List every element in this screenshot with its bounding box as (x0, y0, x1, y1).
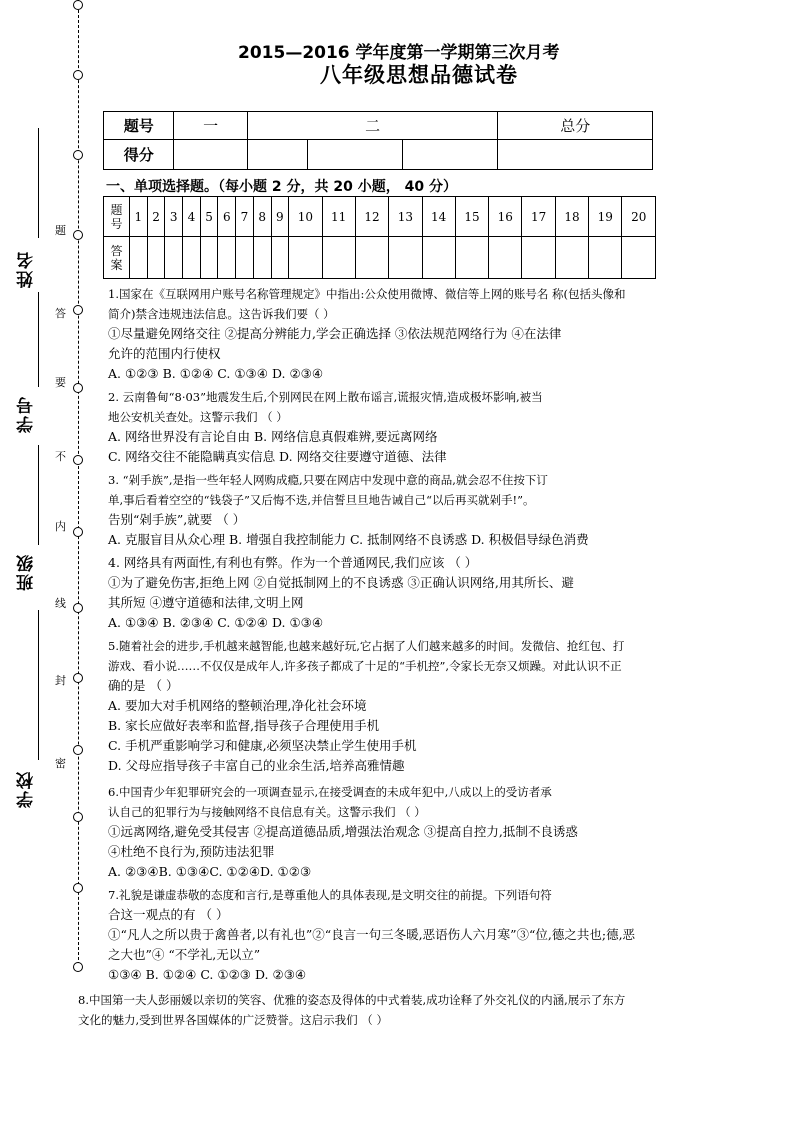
answer-cell[interactable] (200, 237, 218, 279)
score-cell[interactable] (403, 140, 498, 170)
question-line: 7.礼貌是谦虚恭敬的态度和言行,是尊重他人的具体表现,是文明交往的前提。下列语句符 (108, 888, 552, 902)
name-blank[interactable] (38, 128, 39, 238)
question-line: 1.国家在《互联网用户账号名称管理规定》中指出:公众使用微博、微信等上网的账号名 称(包括头像和 (108, 287, 626, 301)
binding-hole (73, 962, 83, 972)
question-line: ①尽量避免网络交往 ②提高分辨能力,学会正确选择 ③依法规范网络行为 ④在法律 (108, 326, 562, 341)
question-2 (108, 387, 748, 467)
answer-grid-number: 1 (130, 197, 148, 237)
question-option: D. 父母应指导孩子丰富自己的业余生活,培养高雅情趣 (108, 758, 405, 773)
question-line: 之大也”④ “不学礼,无以立” (108, 947, 261, 962)
answer-grid-number: 2 (147, 197, 165, 237)
question-line: 游戏、看小说……不仅仅是成年人,许多孩子都成了十足的“手机控”,令家长无奈又烦躁。对此认识不正 (108, 659, 622, 673)
question-options: A. 克服盲目从众心理 B. 增强自我控制能力 C. 抵制网络不良诱惑 D. 积极倡导绿色消费 (108, 532, 589, 547)
answer-cell[interactable] (165, 237, 183, 279)
binding-hole (73, 527, 83, 537)
question-options: A. ①③④ B. ②③④ C. ①②④ D. ①③④ (108, 615, 324, 630)
question-7 (108, 885, 748, 985)
student-number-blank[interactable] (38, 292, 39, 387)
answer-grid (103, 196, 656, 279)
answer-cell[interactable] (355, 237, 388, 279)
binding-hole (73, 455, 83, 465)
answer-grid-number: 6 (218, 197, 236, 237)
answer-grid-number: 18 (555, 197, 588, 237)
binding-hole (73, 0, 83, 10)
question-line: 6.中国青少年犯罪研究会的一项调查显示,在接受调查的未成年犯中,八成以上的受访者承 (108, 785, 552, 799)
question-line: 告别“剁手族”,就要 （ ） (108, 512, 246, 527)
binding-hole (73, 603, 83, 613)
score-table-header-cell: 题号 (104, 112, 174, 140)
answer-cell[interactable] (555, 237, 588, 279)
question-options: C. 网络交往不能隐瞒真实信息 D. 网络交往要遵守道德、法律 (108, 449, 447, 464)
answer-cell[interactable] (522, 237, 555, 279)
answer-cell[interactable] (322, 237, 355, 279)
answer-grid-number: 7 (236, 197, 254, 237)
answer-grid-row-label-char: 案 (110, 257, 123, 272)
student-number-label: 学号 (17, 395, 37, 433)
answer-cell[interactable] (147, 237, 165, 279)
answer-grid-number: 4 (183, 197, 201, 237)
answer-cell[interactable] (455, 237, 488, 279)
question-line: ①远离网络,避免受其侵害 ②提高道德品质,增强法治观念 ③提高自控力,抵制不良诱惑 (108, 824, 578, 839)
section-1-heading: 一、单项选择题。（每小题 2 分，共 20 小题， 40 分） (106, 179, 457, 195)
score-row-label: 得分 (104, 140, 174, 170)
answer-grid-row-label-char: 题 (110, 202, 123, 217)
school-label: 学校 (17, 770, 37, 808)
binding-hole (73, 745, 83, 755)
question-line: 文化的魅力,受到世界各国媒体的广泛赞誉。这启示我们 （ ） (78, 1013, 388, 1027)
question-line: 2. 云南鲁甸“8·03”地震发生后,个别网民在网上散布谣言,谎报灾情,造成极坏影响,被当 (108, 390, 543, 404)
seal-char: 密 (55, 757, 66, 770)
question-line: 确的是 （ ） (108, 678, 179, 693)
seal-char: 内 (55, 520, 66, 533)
answer-grid-number: 17 (522, 197, 555, 237)
answer-grid-number: 14 (422, 197, 455, 237)
seal-char: 答 (55, 307, 66, 320)
answer-grid-row-label (104, 237, 130, 279)
score-cell[interactable] (247, 140, 307, 170)
binding-hole (73, 305, 83, 315)
answer-cell[interactable] (622, 237, 656, 279)
answer-grid-number: 3 (165, 197, 183, 237)
answer-grid-number: 5 (200, 197, 218, 237)
answer-grid-row-label (104, 197, 130, 237)
answer-grid-number: 12 (355, 197, 388, 237)
binding-hole (73, 883, 83, 893)
answer-grid-number: 15 (455, 197, 488, 237)
seal-char: 封 (55, 674, 66, 687)
question-8 (78, 990, 718, 1030)
binding-hole (73, 673, 83, 683)
question-option: A. 要加大对手机网络的整顿治理,净化社会环境 (108, 698, 367, 713)
question-line: 合这一观点的有 （ ） (108, 907, 229, 922)
answer-grid-number: 20 (622, 197, 656, 237)
question-line: 单,事后看着空空的“钱袋子”又后悔不迭,并信誓旦旦地告诫自己“以后再买就剁手!”。 (108, 493, 535, 507)
question-line: ①“凡人之所以贵于禽兽者,以有礼也”②“良言一句三冬暖,恶语伤人六月寒”③“位,德之共也;德,恶 (108, 927, 636, 942)
name-label: 姓名 (17, 250, 37, 288)
answer-cell[interactable] (389, 237, 422, 279)
question-5 (108, 636, 748, 776)
answer-cell[interactable] (271, 237, 289, 279)
question-option: C. 手机严重影响学习和健康,必须坚决禁止学生使用手机 (108, 738, 417, 753)
answer-cell[interactable] (589, 237, 622, 279)
exam-term-title: 2015—2016 学年度第一学期第三次月考 (238, 43, 560, 63)
question-line: 允许的范围内行使权 (108, 346, 221, 361)
question-1 (108, 284, 748, 384)
answer-cell[interactable] (183, 237, 201, 279)
binding-hole (73, 150, 83, 160)
binding-hole (73, 383, 83, 393)
answer-cell[interactable] (422, 237, 455, 279)
question-options: A. ②③④B. ①③④C. ①②④D. ①②③ (108, 864, 312, 879)
answer-cell[interactable] (236, 237, 254, 279)
score-table-header-cell: 总分 (498, 112, 653, 140)
question-line: 简介)禁含违规违法信息。这告诉我们要（ ） (108, 307, 335, 321)
question-options: A. 网络世界没有言论自由 B. 网络信息真假难辨,要远离网络 (108, 429, 438, 444)
answer-grid-number: 8 (253, 197, 271, 237)
class-label: 班级 (17, 553, 37, 591)
answer-grid-number: 13 (389, 197, 422, 237)
binding-dashed-line (78, 0, 79, 970)
answer-cell[interactable] (130, 237, 148, 279)
school-blank[interactable] (38, 610, 39, 760)
answer-grid-number: 16 (489, 197, 522, 237)
seal-char: 要 (55, 376, 66, 389)
question-option: B. 家长应做好表率和监督,指导孩子合理使用手机 (108, 718, 380, 733)
seal-char: 线 (55, 597, 66, 610)
answer-grid-row-label-char: 答 (110, 243, 123, 258)
question-line: 4. 网络具有两面性,有利也有弊。作为一个普通网民,我们应该 （ ） (108, 555, 478, 570)
answer-cell[interactable] (489, 237, 522, 279)
class-blank[interactable] (38, 445, 39, 545)
score-table (103, 111, 653, 170)
score-table-header-cell: 二 (247, 112, 498, 140)
binding-hole (73, 70, 83, 80)
question-line: 认自己的犯罪行为与接触网络不良信息有关。这警示我们 （ ） (108, 805, 426, 819)
answer-cell[interactable] (253, 237, 271, 279)
answer-cell[interactable] (289, 237, 322, 279)
question-line: ④杜绝不良行为,预防违法犯罪 (108, 844, 275, 859)
answer-grid-number: 11 (322, 197, 355, 237)
question-line: 地公安机关查处。这警示我们 （ ） (108, 410, 288, 424)
exam-subject-title: 八年级思想品德试卷 (320, 63, 518, 87)
question-line: 5.随着社会的进步,手机越来越智能,也越来越好玩,它占据了人们越来越多的时间。发微信、抢红包、打 (108, 639, 625, 653)
binding-hole (73, 812, 83, 822)
answer-grid-number: 10 (289, 197, 322, 237)
answer-grid-row-label-char: 号 (110, 216, 123, 231)
question-line: 其所短 ④遵守道德和法律,文明上网 (108, 595, 304, 610)
question-6 (108, 782, 748, 882)
score-cell[interactable] (498, 140, 653, 170)
answer-grid-number: 9 (271, 197, 289, 237)
question-options: A. ①②③ B. ①②④ C. ①③④ D. ②③④ (108, 366, 324, 381)
seal-char: 不 (55, 450, 66, 463)
score-cell[interactable] (308, 140, 403, 170)
score-cell[interactable] (174, 140, 247, 170)
question-options: ①③④ B. ①②④ C. ①②③ D. ②③④ (108, 967, 307, 982)
question-line: ①为了避免伤害,拒绝上网 ②自觉抵制网上的不良诱惑 ③正确认识网络,用其所长、避 (108, 575, 574, 590)
seal-char: 题 (55, 224, 66, 237)
question-4 (108, 553, 748, 633)
score-table-header-cell: 一 (174, 112, 247, 140)
question-3 (108, 470, 748, 550)
answer-grid-number: 19 (589, 197, 622, 237)
question-line: 3. “剁手族”,是指一些年轻人网购成瘾,只要在网店中发现中意的商品,就会忍不住按下订 (108, 473, 548, 487)
binding-hole (73, 230, 83, 240)
binding-margin (0, 0, 100, 1123)
question-line: 8.中国第一夫人彭丽媛以亲切的笑容、优雅的姿态及得体的中式着装,成功诠释了外交礼仪的内涵,展示了东方 (78, 993, 626, 1007)
answer-cell[interactable] (218, 237, 236, 279)
